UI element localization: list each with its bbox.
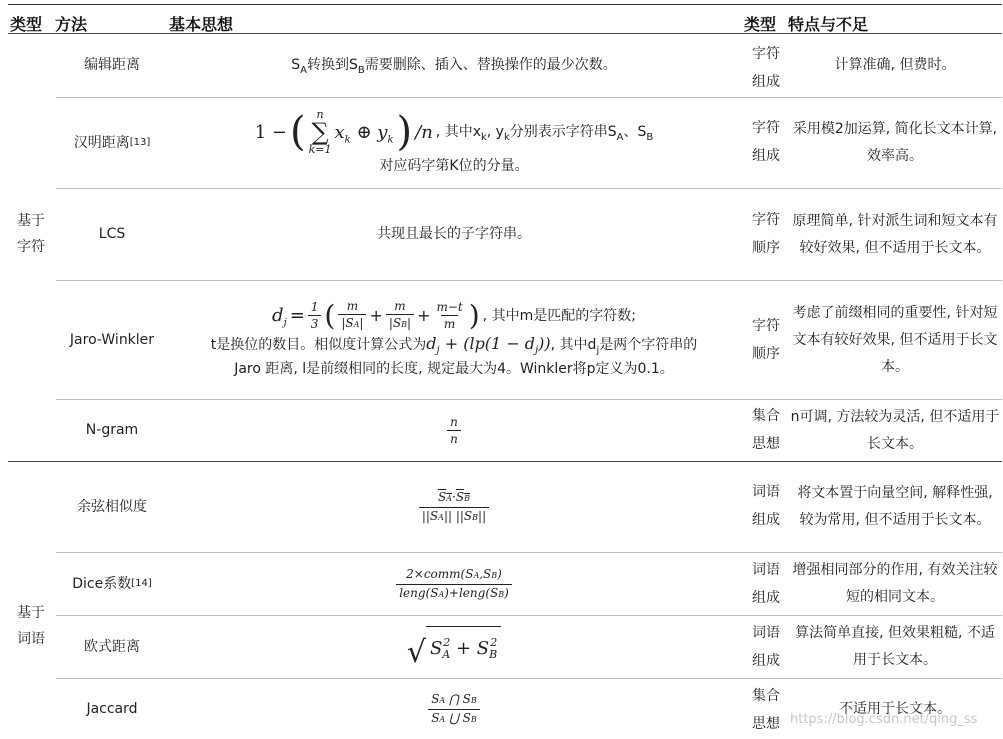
method-features: 计算准确, 但费时。	[834, 57, 956, 73]
method-idea	[168, 281, 740, 399]
method-type: 集合思想	[752, 408, 780, 452]
method-idea	[168, 400, 740, 461]
method-type: 字符组成	[752, 120, 780, 164]
method-name: LCS	[98, 226, 126, 242]
method-type: 字符顺序	[752, 318, 780, 362]
method-idea	[168, 462, 740, 552]
method-type: 词语组成	[752, 625, 780, 669]
cosine-fraction: $\frac{SA\cdot SB}{||SA|| ||SB||}$	[419, 490, 489, 525]
group-word-based	[8, 581, 54, 671]
method-type: 字符顺序	[752, 212, 780, 256]
method-idea	[168, 34, 740, 97]
method-idea	[168, 679, 740, 739]
idea-text: $S_A$转换到$S_B$需要删除、插入、替换操作的最少次数。	[291, 57, 617, 76]
idea-text: 对应码字第K位的分量。	[379, 158, 529, 174]
method-name: 汉明距离 [13]	[73, 134, 151, 151]
method-idea	[168, 553, 740, 615]
group-label: 基于字符	[17, 213, 45, 255]
method-type: 词语组成	[752, 562, 780, 606]
method-idea	[168, 98, 740, 188]
method-idea: 共现且最长的子字符串。	[377, 226, 531, 242]
method-name: 编辑距离	[84, 57, 140, 73]
sum-symbol: n ∑ k=1	[308, 108, 332, 156]
method-name: Jaro-Winkler	[69, 331, 155, 348]
method-features: 将文本置于向量空间, 解释性强, 较为常用, 但不适用于长文本。	[797, 485, 993, 528]
idea-text: Jaro 距离, l是前缀相同的长度, 规定最大为4。Winkler将p定义为0.1。	[234, 361, 674, 377]
group-char-based	[8, 189, 54, 279]
method-name: N-gram	[85, 422, 139, 438]
method-name: Jaccard	[86, 700, 138, 717]
method-name: 余弦相似度	[77, 498, 147, 515]
method-name: 欧式距离	[84, 638, 140, 655]
group-label: 基于词语	[17, 605, 45, 647]
method-features: 不适用于长文本。	[839, 700, 951, 717]
header-features: 特点与不足	[788, 15, 869, 34]
method-idea	[168, 616, 740, 678]
jaccard-fraction: $\frac{SA ⋂ SB}{SA ⋃ SB}$	[428, 692, 480, 727]
dice-fraction: $\frac{\text{2×comm(SA,SB)}}{\text{leng(SA)+leng(SB)}}$	[396, 567, 512, 602]
method-type: 字符组成	[752, 46, 780, 90]
method-name: Dice系数 [14]	[72, 575, 152, 592]
jaro-formula: $d_j$ = $\frac{1}{3}$ ( $\frac{m}{|SA|}$ + $\frac{m}{|SB|}$ + $\frac{m-t}{m}$ ) , 其中m是匹配的字符数;	[272, 298, 636, 332]
euclid-sqrt: √ $S_A^2 + S_B^2$	[407, 626, 501, 668]
method-features: 考虑了前缀相同的重要性, 针对短文本有较好效果, 但不适用于长文本。	[792, 304, 998, 375]
method-features: 采用模2加运算, 简化长文本计算, 效率高。	[792, 121, 998, 164]
method-features: 算法简单直接, 但效果粗糙, 不适用于长文本。	[795, 625, 995, 668]
header-idea: 基本思想	[169, 15, 234, 34]
top-rule	[8, 4, 1002, 5]
method-type: 集合思想	[752, 688, 780, 732]
header-type: 类型	[10, 15, 43, 34]
method-features: n可调, 方法较为灵活, 但不适用于长文本。	[790, 408, 1000, 452]
hamming-formula: 1 − ( n ∑ k=1 $x_k$ ⊕ $y_k$ ) /n , 其中$x_k$, $y_k$分别表示字符串$S_A$、$S_B$	[254, 108, 654, 156]
method-features: 原理简单, 针对派生词和短文本有较好效果, 但不适用于长文本。	[792, 212, 998, 256]
watermark: https://blog.csdn.net/qing_ss	[790, 712, 978, 727]
method-features: 增强相同部分的作用, 有效关注较短的相同文本。	[792, 562, 998, 605]
header-type2: 类型	[744, 15, 777, 34]
ngram-fraction: $\frac{n}{n}$	[447, 415, 461, 446]
method-type: 词语组成	[752, 484, 780, 528]
header-method: 方法	[55, 15, 88, 34]
idea-text: t是换位的数目。相似度计算公式为$d_j + (lp(1 - d_j))$, 其中$d_j$是两个字符串的	[210, 334, 698, 357]
